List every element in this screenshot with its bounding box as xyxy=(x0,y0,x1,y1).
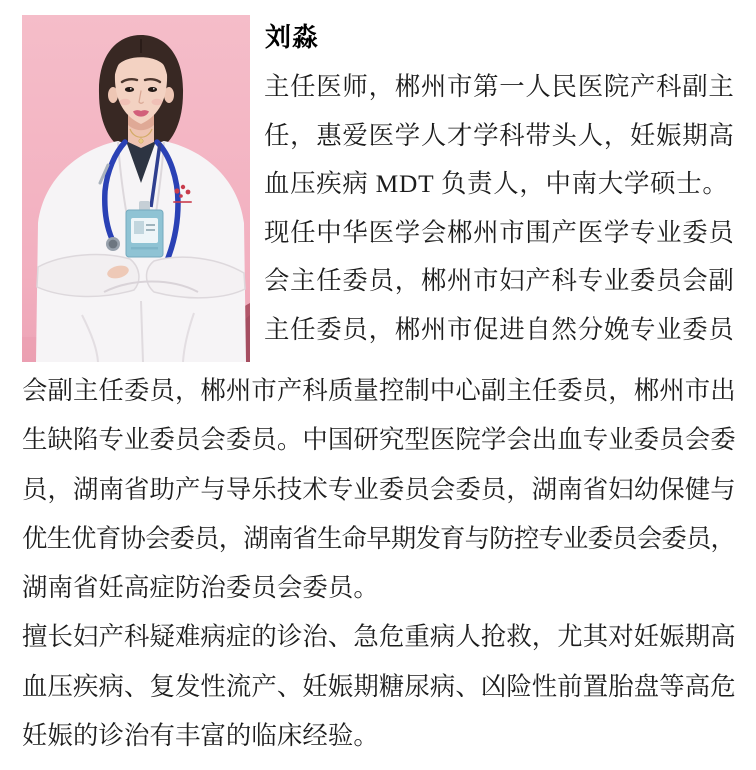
text-line: 现任中华医学会郴州市围产医学专业委员 xyxy=(264,218,735,247)
text-line: 湖南省妊高症防治委员会委员。 xyxy=(22,574,379,603)
text-line: 擅长妇产科疑难病症的诊治、急危重病人抢救，尤其对妊娠期高 xyxy=(22,623,736,652)
doctor-name: 刘淼 xyxy=(265,22,320,52)
doctor-photo xyxy=(22,15,250,362)
body-text-block xyxy=(22,367,744,761)
text-line: 血压疾病、复发性流产、妊娠期糖尿病、凶险性前置胎盘等高危 xyxy=(22,672,736,701)
text-line: 优生优育协会委员，湖南省生命早期发育与防控专业委员会委员， xyxy=(22,524,736,553)
text-line: 会副主任委员，郴州市产科质量控制中心副主任委员，郴州市出 xyxy=(22,377,736,405)
text-line: 生缺陷专业委员会委员。中国研究型医院学会出血专业委员会委 xyxy=(22,426,736,455)
text-line: 任，惠爱医学人才学科带头人，妊娠期高 xyxy=(264,121,735,150)
text-line: 妊娠的诊治有丰富的临床经验。 xyxy=(22,722,379,751)
text-line: 主任委员，郴州市促进自然分娩专业委员 xyxy=(264,315,735,344)
text-line: 会主任委员，郴州市妇产科专业委员会副 xyxy=(264,267,735,296)
text-line: 主任医师，郴州市第一人民医院产科副主 xyxy=(264,73,735,101)
text-line: 员，湖南省助产与导乐技术专业委员会委员，湖南省妇幼保健与 xyxy=(22,475,736,504)
text-line: 血压疾病 MDT 负责人，中南大学硕士。 xyxy=(264,170,729,199)
intro-text-block xyxy=(264,63,750,355)
